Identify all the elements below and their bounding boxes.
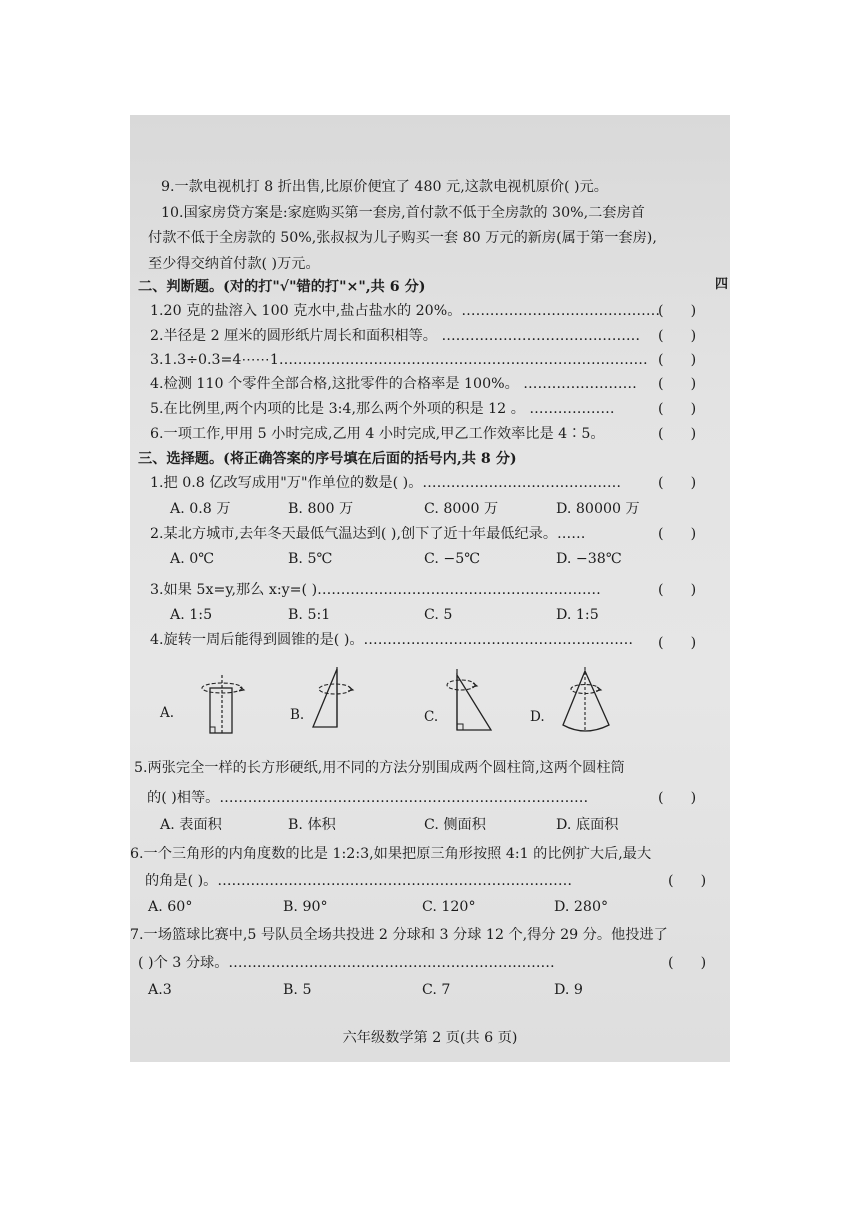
question-10-line-2: 付款不低于全房款的 50%,张叔叔为儿子购买一套 80 万元的新房(属于第一套房), (148, 230, 657, 246)
q4-option-c: C. (424, 709, 439, 725)
q5-option-b: B. 体积 (288, 817, 336, 833)
choice-question-1: 1.把 0.8 亿改写成用"万"作单位的数是( )。…………………………………… (150, 475, 622, 491)
q6-option-a: A. 60° (148, 899, 193, 915)
rotating-triangle-hypotenuse-figure (305, 665, 355, 735)
question-10-line-3: 至少得交纳首付款( )万元。 (148, 256, 320, 272)
choice-answer-1[interactable]: ( ) (658, 475, 697, 491)
q7-option-d: D. 9 (554, 982, 583, 998)
rotating-right-triangle-figure (445, 667, 495, 737)
choice-question-6-line-2: 的角是( )。………………………………………………………………… (145, 873, 573, 889)
choice-question-5-line-1: 5.两张完全一样的长方形硬纸,用不同的方法分别围成两个圆柱筒,这两个圆柱筒 (134, 760, 625, 776)
judge-answer-2[interactable]: ( ) (658, 328, 697, 344)
q2-option-c: C. −5℃ (424, 551, 481, 567)
choice-question-2: 2.某北方城市,去年冬天最低气温达到( ),创下了近十年最低纪录。…… (150, 526, 586, 542)
q7-option-c: C. 7 (422, 982, 451, 998)
section-2-header: 二、判断题。(对的打"√"错的打"×",共 6 分) (138, 279, 426, 295)
choice-question-6-line-1: 6.一个三角形的内角度数的比是 1:2:3,如果把原三角形按照 4:1 的比例扩大后,最大 (130, 846, 652, 862)
choice-question-5-line-2: 的( )相等。…………………………………………………………………… (147, 790, 589, 806)
choice-question-4: 4.旋转一周后能得到圆锥的是( )。………………………………………………… (150, 632, 634, 648)
q3-option-c: C. 5 (424, 607, 453, 623)
q2-option-b: B. 5℃ (288, 551, 333, 567)
choice-question-7-line-1: 7.一场篮球比赛中,5 号队员全场共投进 2 分球和 3 分球 12 个,得分 29 分。他投进了 (130, 927, 668, 943)
q2-option-d: D. −38℃ (556, 551, 622, 567)
q5-option-c: C. 侧面积 (424, 817, 486, 833)
q7-option-b: B. 5 (283, 982, 312, 998)
judge-item-4: 4.检测 110 个零件全部合格,这批零件的合格率是 100%。 …………………… (150, 376, 637, 392)
q5-option-d: D. 底面积 (556, 817, 619, 833)
judge-item-6: 6.一项工作,甲用 5 小时完成,乙用 4 小时完成,甲乙工作效率比是 4∶5。 (150, 426, 605, 442)
judge-item-1: 1.20 克的盐溶入 100 克水中,盐占盐水的 20%。…………………………………… (150, 303, 661, 319)
choice-answer-7[interactable]: ( ) (668, 955, 707, 971)
judge-answer-3[interactable]: ( ) (658, 352, 697, 368)
q4-option-a: A. (160, 705, 175, 721)
rotating-rectangle-figure (200, 673, 260, 737)
choice-answer-2[interactable]: ( ) (658, 526, 697, 542)
choice-answer-5[interactable]: ( ) (658, 790, 697, 806)
question-10-line-1: 10.国家房贷方案是:家庭购买第一套房,首付款不低于全房款的 30%,二套房首 (161, 205, 645, 221)
choice-answer-6[interactable]: ( ) (668, 873, 707, 889)
q5-option-a: A. 表面积 (160, 817, 222, 833)
choice-answer-4[interactable]: ( ) (658, 635, 697, 651)
section-3-header: 三、选择题。(将正确答案的序号填在后面的括号内,共 8 分) (138, 451, 517, 467)
q4-option-d: D. (530, 709, 545, 725)
q3-option-b: B. 5:1 (288, 607, 331, 623)
q6-option-d: D. 280° (554, 899, 609, 915)
q7-option-a: A.3 (148, 982, 172, 998)
exam-paper (130, 115, 730, 1062)
rotating-sector-figure (555, 665, 619, 739)
question-9: 9.一款电视机打 8 折出售,比原价便宜了 480 元,这款电视机原价( )元。 (161, 179, 608, 195)
judge-answer-5[interactable]: ( ) (658, 401, 697, 417)
q4-option-b: B. (290, 707, 305, 723)
q2-option-a: A. 0℃ (170, 551, 215, 567)
q6-option-c: C. 120° (422, 899, 476, 915)
q6-option-b: B. 90° (283, 899, 328, 915)
q1-option-d: D. 80000 万 (556, 501, 640, 517)
q3-option-d: D. 1:5 (556, 607, 599, 623)
q1-option-b: B. 800 万 (288, 501, 354, 517)
choice-question-7-line-2: ( )个 3 分球。…………………………………………………………… (138, 955, 555, 971)
q1-option-c: C. 8000 万 (424, 501, 499, 517)
choice-question-3: 3.如果 5x=y,那么 x:y=( )…………………………………………………… (150, 582, 601, 598)
judge-item-3: 3.1.3÷0.3=4⋯⋯1…………………………………………………………………… (150, 352, 648, 368)
judge-answer-1[interactable]: ( ) (658, 303, 697, 319)
choice-answer-3[interactable]: ( ) (658, 582, 697, 598)
judge-answer-6[interactable]: ( ) (658, 426, 697, 442)
judge-answer-4[interactable]: ( ) (658, 376, 697, 392)
q3-option-a: A. 1:5 (170, 607, 213, 623)
judge-item-2: 2.半径是 2 厘米的圆形纸片周长和面积相等。 …………………………………… (150, 328, 641, 344)
q1-option-a: A. 0.8 万 (170, 501, 231, 517)
page-footer: 六年级数学第 2 页(共 6 页) (342, 1030, 518, 1046)
judge-item-5: 5.在比例里,两个内项的比是 3:4,那么两个外项的积是 12 。 ……………… (150, 401, 615, 417)
edge-character: 四 (714, 277, 728, 292)
